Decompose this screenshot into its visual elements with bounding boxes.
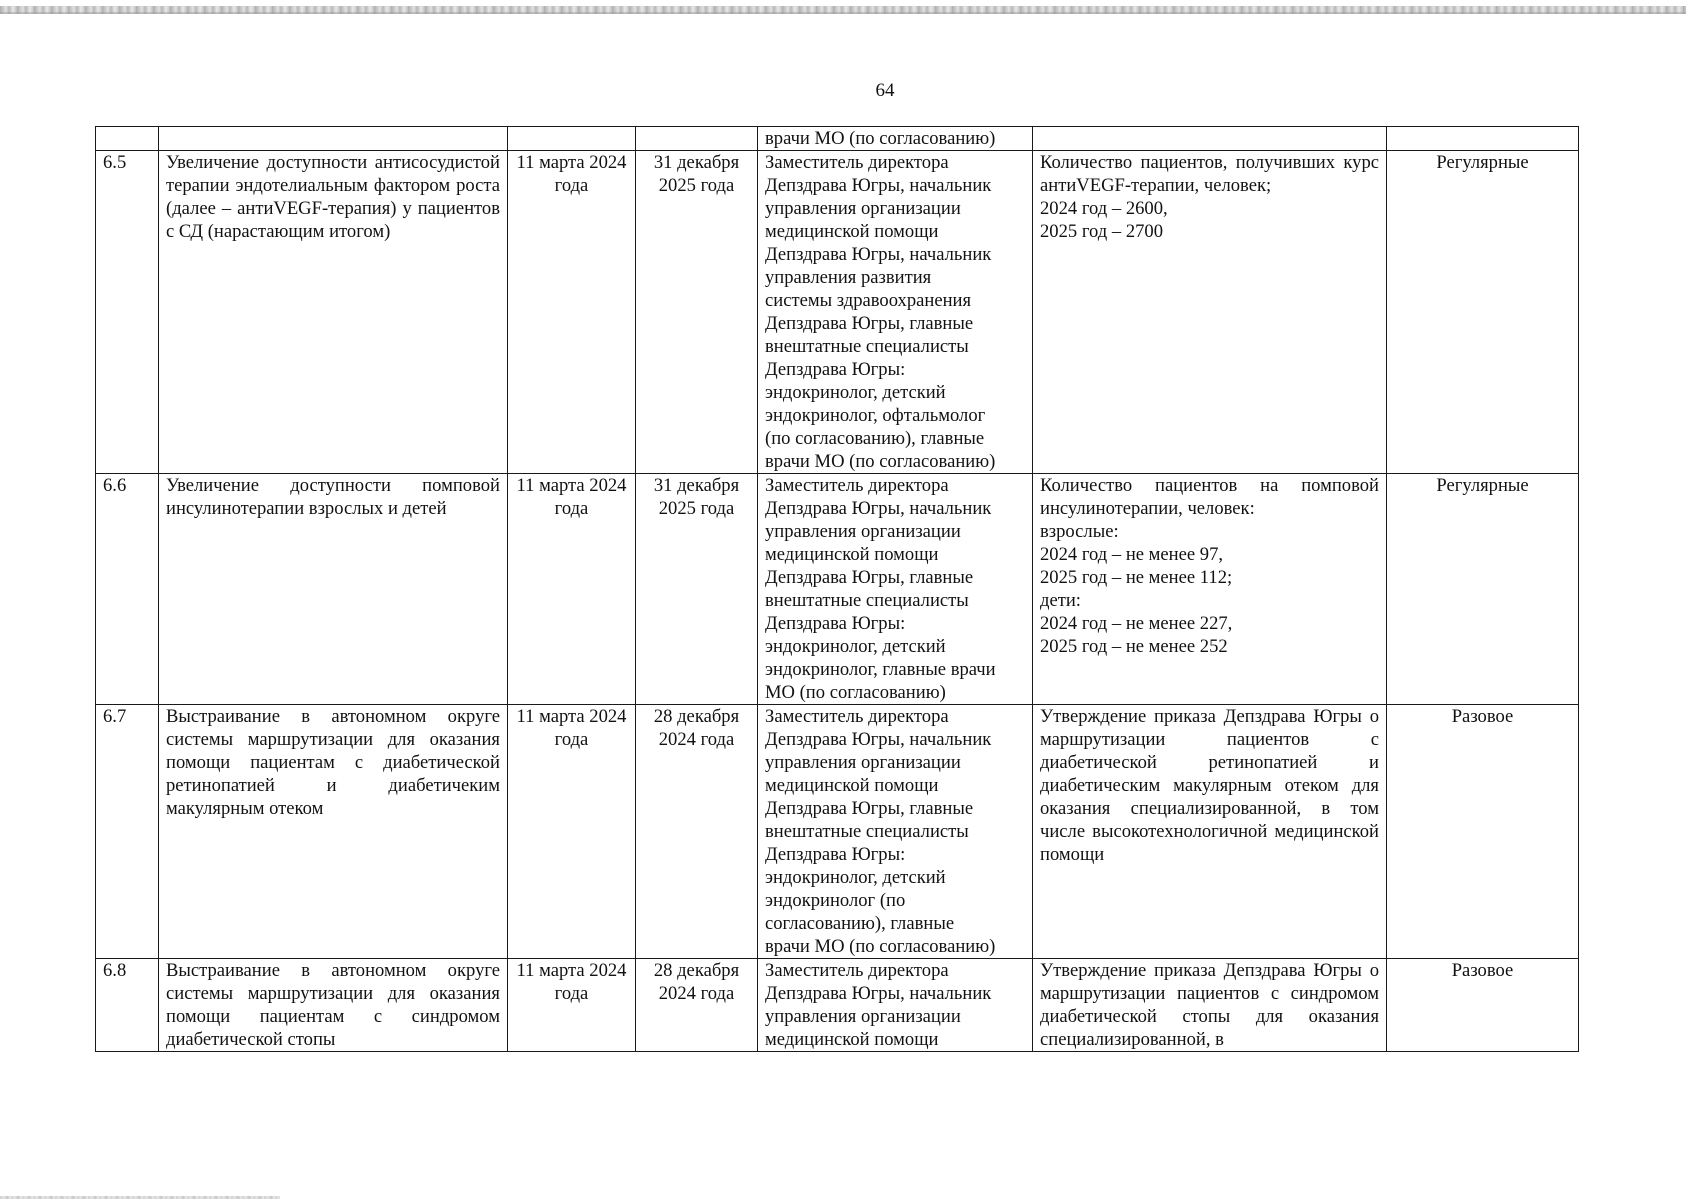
cell-result: Утверждение приказа Депздрава Югры о маршрутизации пациентов с синдромом диабетической стопы для оказания специализированной, в xyxy=(1033,959,1387,1052)
cell-end: 31 декабря 2025 года xyxy=(636,474,758,705)
cell-event: Выстраивание в автономном округе системы маршрутизации для оказания помощи пациентам с диабетической ретинопатией и диабетичеким макулярным отеком xyxy=(159,705,508,959)
cell-num: 6.6 xyxy=(96,474,159,705)
cell-result xyxy=(1033,127,1387,151)
table-row-continuation xyxy=(96,127,1579,151)
cell-responsible: Заместитель директора Депздрава Югры, начальник управления организации медицинской помощи xyxy=(758,959,1033,1052)
cell-frequency: Регулярные xyxy=(1387,151,1579,474)
cell-event: Увеличение доступности антисосудистой терапии эндотелиальным фактором роста (далее – антиVEGF-терапия) у пациентов с СД (нарастающим итогом) xyxy=(159,151,508,474)
cell-num xyxy=(96,127,159,151)
cell-start: 11 марта 2024 года xyxy=(508,959,636,1052)
cell-result: Утверждение приказа Депздрава Югры о маршрутизации пациентов с диабетической ретинопатией и диабетическим макулярным отеком для оказания специализированной, в том числе высокотехнологичной медицинской помощи xyxy=(1033,705,1387,959)
cell-result: Количество пациентов, получивших курс антиVEGF-терапии, человек; 2024 год – 2600, 2025 год – 2700 xyxy=(1033,151,1387,474)
table-row xyxy=(96,474,1579,705)
page-number: 64 xyxy=(875,80,895,101)
cell-end: 28 декабря 2024 года xyxy=(636,959,758,1052)
scan-edge-top-line xyxy=(0,12,1686,14)
cell-event: Выстраивание в автономном округе системы маршрутизации для оказания помощи пациентам с синдромом диабетической стопы xyxy=(159,959,508,1052)
cell-num: 6.7 xyxy=(96,705,159,959)
cell-start xyxy=(508,127,636,151)
cell-frequency: Разовое xyxy=(1387,705,1579,959)
cell-event xyxy=(159,127,508,151)
cell-responsible: врачи МО (по согласованию) xyxy=(758,127,1033,151)
table-row xyxy=(96,151,1579,474)
table-row xyxy=(96,959,1579,1052)
cell-event: Увеличение доступности помповой инсулинотерапии взрослых и детей xyxy=(159,474,508,705)
cell-start: 11 марта 2024 года xyxy=(508,474,636,705)
cell-num: 6.5 xyxy=(96,151,159,474)
table-row xyxy=(96,705,1579,959)
cell-frequency: Разовое xyxy=(1387,959,1579,1052)
cell-start: 11 марта 2024 года xyxy=(508,705,636,959)
cell-responsible: Заместитель директора Депздрава Югры, начальник управления организации медицинской помощи Депздрава Югры, главные внештатные специалисты Депздрава Югры: эндокринолог, детский эндокринолог, главные врачи МО (по согласованию) xyxy=(758,474,1033,705)
cell-frequency: Регулярные xyxy=(1387,474,1579,705)
cell-end: 31 декабря 2025 года xyxy=(636,151,758,474)
cell-num: 6.8 xyxy=(96,959,159,1052)
cell-end xyxy=(636,127,758,151)
cell-frequency xyxy=(1387,127,1579,151)
measures-table xyxy=(95,126,1579,1052)
cell-end: 28 декабря 2024 года xyxy=(636,705,758,959)
cell-start: 11 марта 2024 года xyxy=(508,151,636,474)
cell-result: Количество пациентов на помповой инсулинотерапии, человек: взрослые: 2024 год – не менее 97, 2025 год – не менее 112; дети: 2024 год – не менее 227, 2025 год – не менее 252 xyxy=(1033,474,1387,705)
cell-responsible: Заместитель директора Депздрава Югры, начальник управления организации медицинской помощи Депздрава Югры, главные внештатные специалисты Депздрава Югры: эндокринолог, детский эндокринолог (по согласованию), главные врачи МО (по согласованию) xyxy=(758,705,1033,959)
cell-responsible: Заместитель директора Депздрава Югры, начальник управления организации медицинской помощи Депздрава Югры, начальник управления развития системы здравоохранения Депздрава Югры, главные внештатные специалисты Депздрава Югры: эндокринолог, детский эндокринолог, офтальмолог (по согласованию), главные врачи МО (по согласованию) xyxy=(758,151,1033,474)
scan-edge-bottom xyxy=(0,1196,280,1199)
